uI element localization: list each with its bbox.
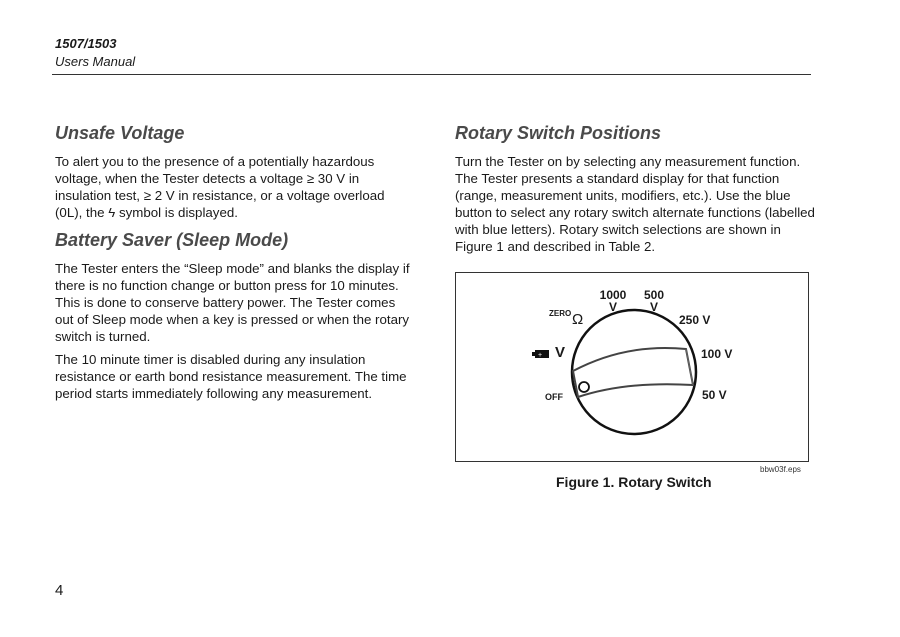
label-ohm: Ω [572,311,584,328]
label-100v: 100 V [701,347,733,361]
svg-text:+: + [537,352,543,359]
rotary-switch-body: Turn the Tester on by selecting any measurement function. The Tester presents a standard display for that function (range, measurement units, modifiers, etc.). Use the blue button to select any rotary switch alternate functions (labelled with blue letters). Rotary switch selections are shown in Figure 1 and described in Table 2. [455,154,815,254]
header-divider [52,74,811,75]
header-manual-title: Users Manual [55,54,136,69]
unsafe-voltage-body: To alert you to the presence of a potentially hazardous voltage, when the Tester detects a voltage ≥ 30 V in insulation test, ≥ 2 V in resistance, or a voltage overload (0L), the ϟ symbol is displayed. [55,154,385,220]
figure-caption: Figure 1. Rotary Switch [556,474,712,490]
label-battery-v: V [555,344,566,361]
right-column [455,122,815,261]
page-number: 4 [55,582,64,599]
left-column [55,122,415,408]
label-zero: ZERO [549,309,572,318]
section-title-rotary-switch: Rotary Switch Positions [455,123,662,143]
label-500v: 500 V [643,288,665,314]
battery-saver-para-1: The Tester enters the “Sleep mode” and blanks the display if there is no function change or button press for 10 minutes. This is done to conserve battery power. The Tester comes out of Sleep mode when a key is pressed or when the rotary switch is turned. [55,261,410,344]
section-title-unsafe-voltage: Unsafe Voltage [55,123,185,143]
header-model: 1507/1503 [55,36,117,51]
battery-saver-para-2: The 10 minute timer is disabled during any insulation resistance or earth bond resistance measurement. The time period starts immediately following any measurement. [55,352,407,401]
label-off: OFF [545,392,563,402]
label-1000v: 1000 V [599,288,627,314]
rotary-dial-icon [456,273,808,461]
rotary-switch-figure [455,272,809,462]
label-50v: 50 V [702,388,727,402]
label-250v: 250 V [679,313,711,327]
figure-file-reference: bbw03f.eps [760,465,801,474]
section-title-battery-saver: Battery Saver (Sleep Mode) [55,230,289,250]
